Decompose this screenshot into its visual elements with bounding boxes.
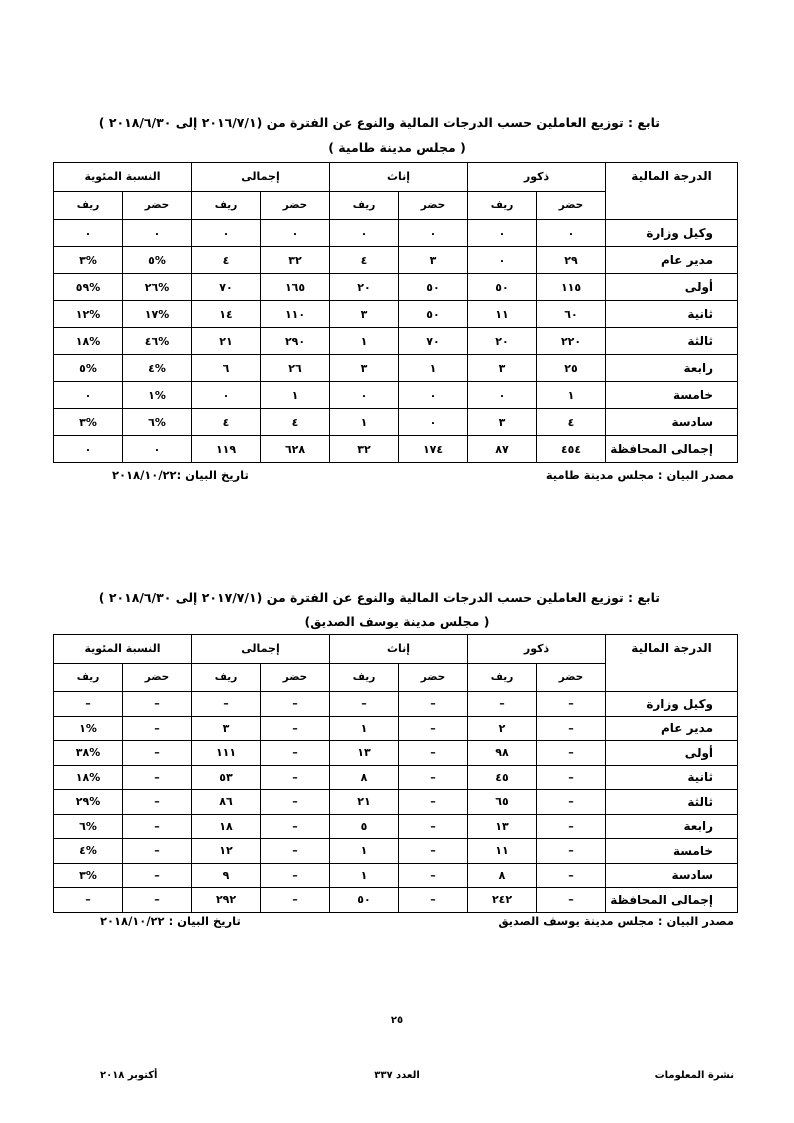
- subheader-rural: ريف: [330, 663, 399, 692]
- total-header: إجمالى: [192, 635, 330, 664]
- grade-cell: خامسة: [606, 382, 738, 409]
- value-cell: %٣: [54, 409, 123, 436]
- table-row: [54, 409, 738, 436]
- value-cell: ٥٣: [192, 765, 261, 790]
- value-cell: –: [123, 814, 192, 839]
- value-cell: ٨٦: [192, 790, 261, 815]
- section1-source: مصدر البيان : مجلس مدينة طامية: [545, 468, 734, 482]
- value-cell: –: [537, 765, 606, 790]
- value-cell: %٥٩: [54, 274, 123, 301]
- value-cell: ٣: [330, 301, 399, 328]
- value-cell: ٠: [468, 247, 537, 274]
- value-cell: –: [537, 692, 606, 717]
- value-cell: ٢٩: [537, 247, 606, 274]
- value-cell: %١٨: [54, 765, 123, 790]
- grade-cell: ثالثة: [606, 328, 738, 355]
- table-row: [54, 328, 738, 355]
- value-cell: –: [537, 741, 606, 766]
- value-cell: ٣٢: [261, 247, 330, 274]
- value-cell: ٠: [330, 382, 399, 409]
- value-cell: –: [399, 692, 468, 717]
- value-cell: ٣٢: [330, 436, 399, 463]
- value-cell: –: [537, 888, 606, 913]
- table-row: [54, 382, 738, 409]
- value-cell: ٠: [537, 220, 606, 247]
- table-row: [54, 790, 738, 815]
- value-cell: ٢٠: [330, 274, 399, 301]
- value-cell: ٠: [192, 382, 261, 409]
- grade-cell: رابعة: [606, 814, 738, 839]
- value-cell: %١: [123, 382, 192, 409]
- value-cell: –: [330, 692, 399, 717]
- grade-cell: سادسة: [606, 409, 738, 436]
- table-row: [54, 355, 738, 382]
- value-cell: ١٧٤: [399, 436, 468, 463]
- value-cell: %٤٦: [123, 328, 192, 355]
- grade-cell: إجمالى المحافظة: [606, 436, 738, 463]
- value-cell: –: [399, 790, 468, 815]
- value-cell: –: [399, 741, 468, 766]
- females-header: إناث: [330, 163, 468, 192]
- value-cell: %٥: [54, 355, 123, 382]
- value-cell: ٤: [192, 247, 261, 274]
- females-header: إناث: [330, 635, 468, 664]
- value-cell: ٠: [192, 220, 261, 247]
- section1-table: [53, 162, 738, 463]
- value-cell: ٠: [399, 382, 468, 409]
- value-cell: –: [261, 863, 330, 888]
- percentage-header: النسبة المئوية: [54, 163, 192, 192]
- percentage-header: النسبة المئوية: [54, 635, 192, 664]
- value-cell: –: [399, 839, 468, 864]
- table-row: [54, 741, 738, 766]
- footer-issue: العدد ٣٣٧: [374, 1070, 420, 1081]
- value-cell: ٧٠: [192, 274, 261, 301]
- value-cell: –: [261, 765, 330, 790]
- value-cell: –: [192, 692, 261, 717]
- value-cell: ٤: [192, 409, 261, 436]
- subheader-rural: ريف: [192, 663, 261, 692]
- value-cell: –: [399, 716, 468, 741]
- subheader-urban: حضر: [261, 191, 330, 220]
- value-cell: ٢٩٢: [192, 888, 261, 913]
- value-cell: –: [123, 839, 192, 864]
- value-cell: ٢٦: [261, 355, 330, 382]
- value-cell: ٨: [330, 765, 399, 790]
- value-cell: ١٢: [192, 839, 261, 864]
- grade-header: الدرجة المالية: [606, 163, 738, 220]
- males-header: ذكور: [468, 163, 606, 192]
- value-cell: ٤: [330, 247, 399, 274]
- grade-cell: ثانية: [606, 301, 738, 328]
- value-cell: –: [123, 863, 192, 888]
- total-header: إجمالى: [192, 163, 330, 192]
- grade-cell: مدير عام: [606, 247, 738, 274]
- subheader-urban: حضر: [537, 191, 606, 220]
- value-cell: ١٨: [192, 814, 261, 839]
- value-cell: –: [261, 692, 330, 717]
- value-cell: %٢٩: [54, 790, 123, 815]
- grade-cell: مدير عام: [606, 716, 738, 741]
- subheader-rural: ريف: [468, 191, 537, 220]
- value-cell: ٣: [330, 355, 399, 382]
- value-cell: %٣: [54, 247, 123, 274]
- value-cell: ١: [330, 716, 399, 741]
- page-number: ٢٥: [390, 1015, 404, 1026]
- value-cell: ٠: [399, 220, 468, 247]
- grade-cell: رابعة: [606, 355, 738, 382]
- value-cell: –: [468, 692, 537, 717]
- value-cell: ١١٠: [261, 301, 330, 328]
- section2-source: مصدر البيان : مجلس مدينة يوسف الصديق: [498, 914, 734, 928]
- value-cell: %٢٦: [123, 274, 192, 301]
- value-cell: ٤٥: [468, 765, 537, 790]
- value-cell: ٨٧: [468, 436, 537, 463]
- value-cell: ٢: [468, 716, 537, 741]
- subheader-rural: ريف: [54, 663, 123, 692]
- table-row: [54, 436, 738, 463]
- value-cell: –: [399, 888, 468, 913]
- section1-date: تاريخ البيان :٢٠١٨/١٠/٢٢: [112, 468, 249, 482]
- value-cell: ٠: [54, 436, 123, 463]
- value-cell: ٤٥٤: [537, 436, 606, 463]
- value-cell: ١٣: [330, 741, 399, 766]
- value-cell: ٣: [468, 409, 537, 436]
- table-row: [54, 863, 738, 888]
- grade-cell: وكيل وزارة: [606, 692, 738, 717]
- value-cell: ٠: [54, 220, 123, 247]
- value-cell: ١٦٥: [261, 274, 330, 301]
- section1-subtitle: ( مجلس مدينة طامية ): [328, 140, 466, 155]
- footer-publication: نشرة المعلومات: [654, 1070, 734, 1081]
- value-cell: ٠: [123, 220, 192, 247]
- value-cell: ٧٠: [399, 328, 468, 355]
- section1-body: [54, 220, 738, 463]
- value-cell: ٠: [123, 436, 192, 463]
- grade-cell: ثانية: [606, 765, 738, 790]
- value-cell: ٢٠: [468, 328, 537, 355]
- footer-month: أكتوبر ٢٠١٨: [100, 1070, 158, 1081]
- value-cell: ١: [261, 382, 330, 409]
- value-cell: ٩: [192, 863, 261, 888]
- value-cell: ١١١: [192, 741, 261, 766]
- table-row: [54, 274, 738, 301]
- subheader-rural: ريف: [330, 191, 399, 220]
- grade-cell: سادسة: [606, 863, 738, 888]
- value-cell: ٣: [468, 355, 537, 382]
- value-cell: ١٣: [468, 814, 537, 839]
- value-cell: ٠: [54, 382, 123, 409]
- value-cell: ٢٤٢: [468, 888, 537, 913]
- subheader-urban: حضر: [537, 663, 606, 692]
- value-cell: ٤: [261, 409, 330, 436]
- value-cell: ١: [330, 409, 399, 436]
- value-cell: –: [123, 765, 192, 790]
- table-row: [54, 716, 738, 741]
- section1-title: تابع : توزيع العاملين حسب الدرجات المالية والنوع عن الفترة من (٢٠١٦/٧/١ إلى ٢٠١٨/٦/٣٠ ): [98, 115, 660, 130]
- value-cell: –: [399, 765, 468, 790]
- value-cell: %١٢: [54, 301, 123, 328]
- value-cell: %٣: [54, 863, 123, 888]
- section2-title: تابع : توزيع العاملين حسب الدرجات المالية والنوع عن الفترة من (٢٠١٧/٧/١ إلى ٢٠١٨/٦/٣٠ ): [98, 590, 660, 605]
- value-cell: –: [261, 716, 330, 741]
- value-cell: ١١٥: [537, 274, 606, 301]
- value-cell: –: [123, 716, 192, 741]
- value-cell: –: [123, 888, 192, 913]
- value-cell: ٢٩٠: [261, 328, 330, 355]
- subheader-rural: ريف: [192, 191, 261, 220]
- value-cell: ٢٥: [537, 355, 606, 382]
- grade-cell: ثالثة: [606, 790, 738, 815]
- value-cell: ٨: [468, 863, 537, 888]
- table-row: [54, 220, 738, 247]
- table-row: [54, 814, 738, 839]
- value-cell: ١١: [468, 839, 537, 864]
- subheader-urban: حضر: [261, 663, 330, 692]
- value-cell: ٠: [468, 220, 537, 247]
- section2-body: [54, 692, 738, 913]
- value-cell: ١١: [468, 301, 537, 328]
- value-cell: %٤: [54, 839, 123, 864]
- value-cell: –: [537, 839, 606, 864]
- table-row: [54, 888, 738, 913]
- subheader-urban: حضر: [123, 663, 192, 692]
- value-cell: –: [261, 790, 330, 815]
- subheader-urban: حضر: [123, 191, 192, 220]
- table-row: [54, 692, 738, 717]
- value-cell: –: [399, 814, 468, 839]
- table-row: [54, 301, 738, 328]
- value-cell: ٩٨: [468, 741, 537, 766]
- value-cell: –: [123, 692, 192, 717]
- value-cell: ٠: [330, 220, 399, 247]
- value-cell: ١: [330, 839, 399, 864]
- value-cell: ٠: [261, 220, 330, 247]
- table-row: [54, 839, 738, 864]
- value-cell: %٣٨: [54, 741, 123, 766]
- grade-cell: أولى: [606, 274, 738, 301]
- value-cell: –: [261, 741, 330, 766]
- value-cell: ٤: [537, 409, 606, 436]
- value-cell: ١: [537, 382, 606, 409]
- value-cell: ٦٥: [468, 790, 537, 815]
- value-cell: –: [261, 888, 330, 913]
- value-cell: ٥: [330, 814, 399, 839]
- value-cell: %١٧: [123, 301, 192, 328]
- value-cell: ٦٢٨: [261, 436, 330, 463]
- subheader-urban: حضر: [399, 663, 468, 692]
- value-cell: –: [54, 888, 123, 913]
- value-cell: –: [261, 839, 330, 864]
- value-cell: –: [261, 814, 330, 839]
- section2-table: [53, 634, 738, 913]
- value-cell: %١: [54, 716, 123, 741]
- value-cell: –: [537, 716, 606, 741]
- value-cell: ١١٩: [192, 436, 261, 463]
- grade-cell: خامسة: [606, 839, 738, 864]
- subheader-rural: ريف: [468, 663, 537, 692]
- grade-cell: أولى: [606, 741, 738, 766]
- section2-subtitle: ( مجلس مدينة يوسف الصديق): [304, 614, 490, 629]
- table-row: [54, 247, 738, 274]
- value-cell: %٥: [123, 247, 192, 274]
- value-cell: %٤: [123, 355, 192, 382]
- value-cell: –: [537, 814, 606, 839]
- value-cell: –: [54, 692, 123, 717]
- grade-cell: وكيل وزارة: [606, 220, 738, 247]
- value-cell: –: [537, 790, 606, 815]
- value-cell: ٠: [468, 382, 537, 409]
- value-cell: ١: [330, 328, 399, 355]
- value-cell: ٥٠: [330, 888, 399, 913]
- value-cell: ٦٠: [537, 301, 606, 328]
- value-cell: %٦: [123, 409, 192, 436]
- grade-cell: إجمالى المحافظة: [606, 888, 738, 913]
- value-cell: ٢١: [330, 790, 399, 815]
- value-cell: ٠: [399, 409, 468, 436]
- grade-header: الدرجة المالية: [606, 635, 738, 692]
- value-cell: ٢١: [192, 328, 261, 355]
- value-cell: ٢٢٠: [537, 328, 606, 355]
- value-cell: ٣: [192, 716, 261, 741]
- value-cell: –: [123, 741, 192, 766]
- subheader-rural: ريف: [54, 191, 123, 220]
- value-cell: –: [537, 863, 606, 888]
- section2-date: تاريخ البيان : ٢٠١٨/١٠/٢٢: [100, 914, 241, 928]
- value-cell: –: [399, 863, 468, 888]
- value-cell: ٦: [192, 355, 261, 382]
- value-cell: %٦: [54, 814, 123, 839]
- value-cell: ٣: [399, 247, 468, 274]
- value-cell: ٥٠: [468, 274, 537, 301]
- males-header: ذكور: [468, 635, 606, 664]
- subheader-urban: حضر: [399, 191, 468, 220]
- value-cell: –: [123, 790, 192, 815]
- value-cell: ١: [330, 863, 399, 888]
- table-row: [54, 765, 738, 790]
- value-cell: ١٤: [192, 301, 261, 328]
- value-cell: %١٨: [54, 328, 123, 355]
- value-cell: ١: [399, 355, 468, 382]
- value-cell: ٥٠: [399, 274, 468, 301]
- value-cell: ٥٠: [399, 301, 468, 328]
